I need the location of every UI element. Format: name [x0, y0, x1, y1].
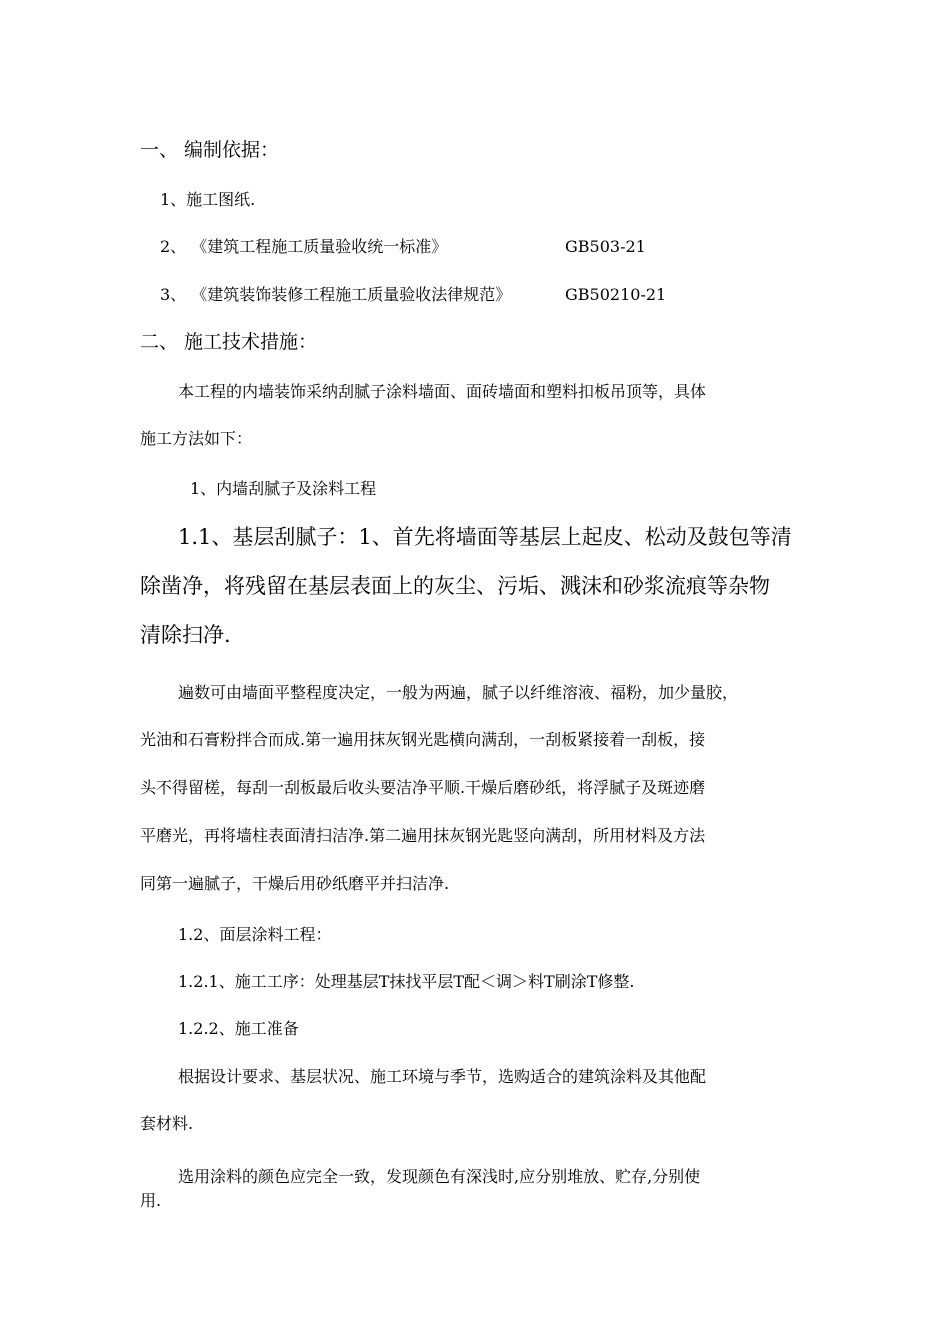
- reference-item-3-code: GB50210-21: [565, 285, 667, 304]
- para-passes-line-2: 光油和石膏粉拌合而成.第一遍用抹灰钢光匙横向满刮，一刮板紧接着一刮板，接: [140, 730, 706, 749]
- para-1-1-line-3: 清除扫净.: [140, 623, 231, 647]
- para-color-line-1: 选用涂料的颜色应完全一致，发现颜色有深浅时,应分别堆放、贮存,分别使: [178, 1167, 701, 1186]
- heading-1-2-1: 1.2.1、施工工序：处理基层T抹找平层T配＜调＞料T刷涂T修整.: [178, 972, 635, 991]
- section-2-heading: 二、 施工技术措施：: [140, 331, 318, 353]
- para-prep-line-2: 套材料.: [140, 1114, 194, 1133]
- para-passes-line-3: 头不得留槎，每刮一刮板最后收头要洁净平顺.干燥后磨砂纸，将浮腻子及斑迹磨: [140, 778, 706, 797]
- para-passes-line-1: 遍数可由墙面平整程度决定，一般为两遍，腻子以纤维溶液、福粉，加少量胶，: [178, 683, 739, 702]
- reference-item-3: 3、 《建筑装饰装修工程施工质量验收法律规范》: [160, 285, 512, 304]
- reference-item-2: 2、 《建筑工程施工质量验收统一标准》: [160, 237, 448, 256]
- para-color-line-2: 用.: [140, 1191, 162, 1210]
- para-passes-line-5: 同第一遍腻子，干燥后用砂纸磨平并扫洁净.: [140, 874, 450, 893]
- para-passes-line-4: 平磨光，再将墙柱表面清扫洁净.第二遍用抹灰钢光匙竖向满刮，所用材料及方法: [140, 826, 706, 845]
- intro-line-2: 施工方法如下：: [140, 429, 253, 448]
- subsection-1-title: 1、内墙刮腻子及涂料工程: [190, 479, 377, 498]
- para-1-1-line-1: 1.1、基层刮腻子：1、首先将墙面等基层上起皮、松动及鼓包等清: [178, 525, 792, 549]
- heading-1-2: 1.2、面层涂料工程：: [178, 925, 332, 944]
- para-1-1-line-2: 除凿净，将残留在基层表面上的灰尘、污垢、溅沫和砂浆流痕等杂物: [140, 574, 770, 598]
- section-1-heading: 一、 编制依据：: [140, 139, 280, 161]
- reference-item-1: 1、施工图纸.: [160, 190, 256, 209]
- heading-1-2-2: 1.2.2、施工准备: [178, 1019, 299, 1038]
- intro-line-1: 本工程的内墙装饰采纳刮腻子涂料墙面、面砖墙面和塑料扣板吊顶等，具体: [178, 382, 707, 401]
- reference-item-2-code: GB503-21: [565, 237, 646, 256]
- para-prep-line-1: 根据设计要求、基层状况、施工环境与季节，选购适合的建筑涂料及其他配: [178, 1067, 707, 1086]
